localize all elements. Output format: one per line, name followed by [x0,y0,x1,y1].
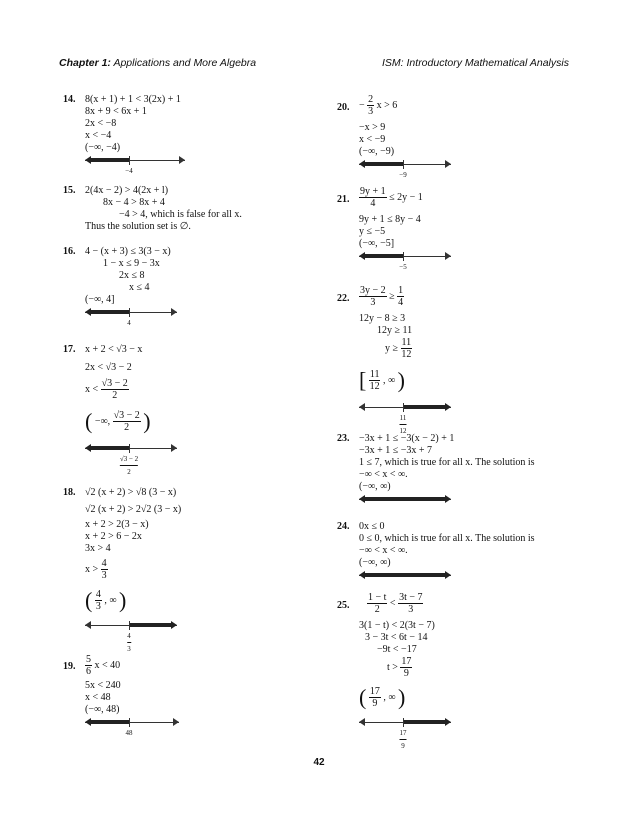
step: 2x < √3 − 2 [85,362,132,373]
number-line-label: 4 3 [127,632,131,653]
step: 3 − 3t < 6t − 14 [365,632,428,643]
problem-number: 19. [63,661,76,672]
interval: (−∞, −4) [85,142,121,153]
number-line [359,569,451,591]
problem-number: 25. [337,600,350,611]
number-line [359,716,451,750]
step: 8x − 4 > 8x + 4 [103,197,165,208]
step: y ≤ −5 [359,226,386,237]
step: x ≤ 4 [129,282,150,293]
problem-number: 16. [63,246,76,257]
step: $\frac{9y + 1}{4}$ ≤ 2y − 1 [360,186,423,209]
problem-number: 24. [337,521,350,532]
problem-number: 20. [337,102,350,113]
number-line-label: √3 − 2 2 [119,455,139,476]
number-line-label: −9 [399,171,407,179]
step: x + 2 > 6 − 2x [85,531,142,542]
step: 12y − 8 ≥ 3 [359,313,406,324]
step: 4 − (x + 3) ≤ 3(3 − x) [85,246,171,257]
chapter-label: Chapter 1: [59,57,111,69]
step: 8x + 9 < 6x + 1 [85,106,147,117]
number-line-label: 17 9 [399,729,407,750]
ism-label: ISM: [382,57,404,69]
problem-number: 14. [63,94,76,105]
problem-number: 17. [63,344,76,355]
number-line-label: 48 [125,729,133,737]
number-line [85,716,179,738]
interval: [ $\frac{11}{12}$ , ∞ ) [359,367,405,393]
step: 0x ≤ 0 [359,521,385,532]
number-line [85,154,185,176]
step: 8(x + 1) + 1 < 3(2x) + 1 [85,94,181,105]
step: $\frac{3y - 2}{3}$ ≥ $\frac{1}{4}$ [360,285,404,308]
step: 9y + 1 ≤ 8y − 4 [359,214,421,225]
number-line-label: 4 [127,319,131,327]
step: 2(4x − 2) > 4(2x + l) [85,185,169,196]
interval: (−∞, 48) [85,704,120,715]
number-line [359,158,451,180]
page-number: 42 [313,757,325,768]
number-line [359,250,451,272]
step: −x > 9 [359,122,386,133]
step: √2 (x + 2) > √8 (3 − x) [85,487,177,498]
interval: ( −∞, $\frac{√3 - 2}{2}$ ) [85,408,151,434]
step: 0 ≤ 0, which is true for all x. The solution is [359,533,535,544]
step: −∞ < x < ∞. [359,469,408,480]
number-line-label: 11 12 [399,414,407,435]
number-line [359,401,451,435]
interval: (−∞, ∞) [359,557,391,568]
chapter-title: Applications and More Algebra [113,57,257,69]
step: −∞ < x < ∞. [359,545,408,556]
step: x < $\frac{√3 - 2}{2}$ [85,378,128,401]
interval: (−∞, ∞) [359,481,391,492]
step: 3(1 − t) < 2(3t − 7) [359,620,435,631]
interval: ( $\frac{17}{9}$ , ∞ ) [359,684,406,710]
step: 2x ≤ 8 [119,270,145,281]
step: √2 (x + 2) > 2√2 (3 − x) [85,504,182,515]
step: x < −9 [359,134,386,145]
step: − $\frac{2}{3}$ x > 6 [359,94,398,117]
interval: ( $\frac{4}{3}$ , ∞ ) [85,587,127,613]
number-line-label: −4 [125,167,133,175]
step: x < 48 [85,692,111,703]
step: −3x + 1 ≤ −3(x − 2) + 1 [359,433,455,444]
step: −9t < −17 [377,644,417,655]
problem-number: 22. [337,293,350,304]
step: y ≥ $\frac{11}{12}$ [385,337,412,360]
number-line-label: −5 [399,263,407,271]
step: x > $\frac{4}{3}$ [85,558,107,581]
step: 12y ≥ 11 [377,325,413,336]
step: 1 ≤ 7, which is true for all x. The solution is [359,457,535,468]
problem-number: 18. [63,487,76,498]
step: x + 2 > 2(3 − x) [85,519,149,530]
number-line [85,442,177,476]
step: −4 > 4, which is false for all x. [119,209,242,220]
number-line [85,306,177,328]
problem-number: 21. [337,194,350,205]
book-title: Introductory Mathematical Analysis [406,57,569,69]
step: 3x > 4 [85,543,111,554]
step: 2x < −8 [85,118,117,129]
problem-number: 15. [63,185,76,196]
step: $\frac{5}{6}$ x < 40 [86,654,121,677]
interval: (−∞, −9) [359,146,395,157]
interval: (−∞, 4] [85,294,115,305]
step: t > $\frac{17}{9}$ [387,656,412,679]
conclusion: Thus the solution set is ∅. [85,221,191,232]
step: 1 − x ≤ 9 − 3x [103,258,160,269]
step: $\frac{1 - t}{2}$ < $\frac{3t - 7}{3}$ [368,592,423,615]
interval: (−∞, −5] [359,238,395,249]
step: −3x + 1 ≤ −3x + 7 [359,445,433,456]
header-chapter [59,57,256,69]
step: 5x < 240 [85,680,121,691]
number-line [85,619,177,653]
problem-number: 23. [337,433,350,444]
step: x < −4 [85,130,112,141]
number-line [359,493,451,515]
step: x + 2 < √3 − x [85,344,143,355]
header-book [382,57,569,69]
